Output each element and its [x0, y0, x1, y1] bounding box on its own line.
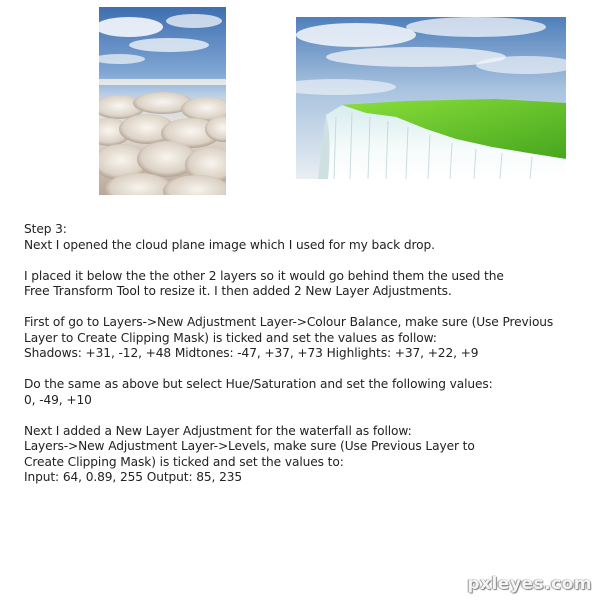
levels-line-3: Create Clipping Mask) is ticked and set the values to: — [24, 454, 344, 469]
hue-saturation-line-1: Do the same as above but select Hue/Saturation and set the following values: — [24, 377, 493, 391]
cloud-plane-illustration — [99, 7, 226, 195]
hue-saturation-values: 0, -49, +10 — [24, 392, 92, 407]
intro-text: Next I opened the cloud plane image which I used for my back drop. — [24, 237, 435, 252]
colour-balance-line-2: Layer to Create Clipping Mask) is ticked and set the values as follow: — [24, 330, 437, 345]
colour-balance-values: Shadows: +31, -12, +48 Midtones: -47, +37, +73 Highlights: +37, +22, +9 — [24, 346, 479, 360]
step-title: Step 3: — [24, 222, 67, 236]
cloud-plane-image — [99, 7, 226, 195]
waterfall-illustration — [296, 17, 566, 179]
levels-line-1: Next I added a New Layer Adjustment for the waterfall as follow: — [24, 423, 412, 438]
pxleyes-watermark: pxleyes.com — [467, 574, 592, 594]
waterfall-image — [296, 17, 566, 179]
tutorial-text — [24, 222, 589, 486]
placement-text-line-1: I placed it below the the other 2 layers so it would go behind them the used the — [24, 268, 504, 283]
levels-line-2: Layers->New Adjustment Layer->Levels, make sure (Use Previous Layer to — [24, 439, 475, 453]
placement-text-line-2: Free Transform Tool to resize it. I then added 2 New Layer Adjustments. — [24, 284, 452, 298]
colour-balance-line-1: First of go to Layers->New Adjustment Layer->Colour Balance, make sure (Use Previous — [24, 315, 554, 329]
levels-values: Input: 64, 0.89, 255 Output: 85, 235 — [24, 470, 243, 484]
